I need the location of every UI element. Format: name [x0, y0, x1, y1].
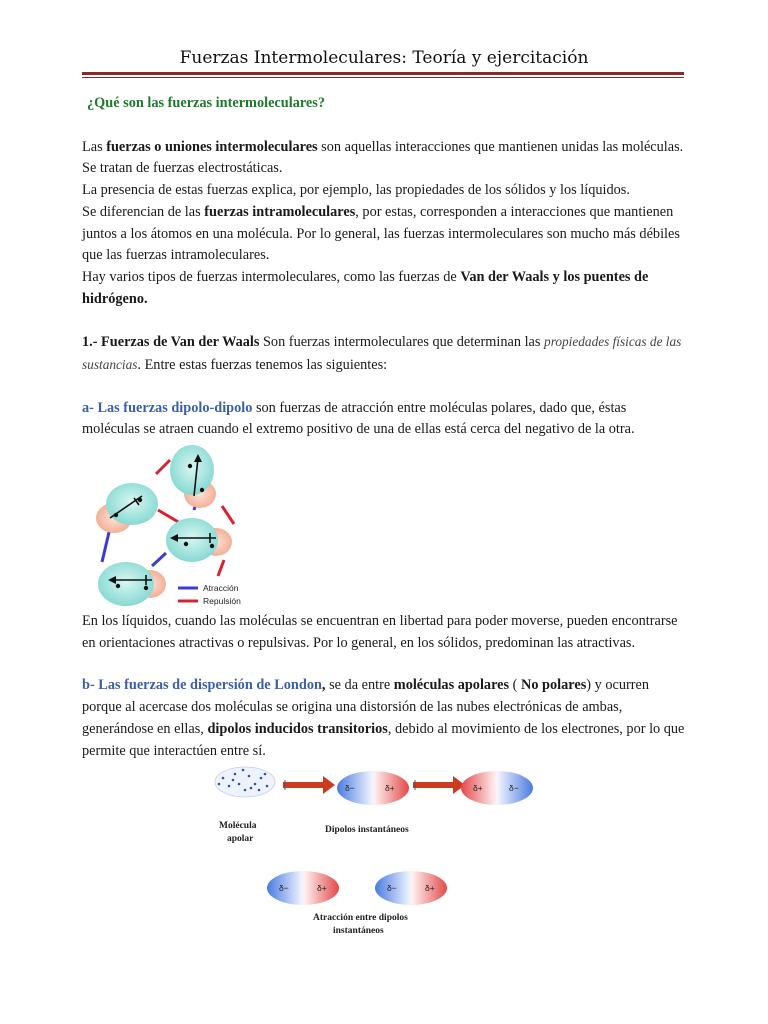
arrow-1: [283, 776, 335, 794]
legend-repulsion-label: Repulsión: [203, 596, 241, 606]
paragraph-liquids: En los líquidos, cuando las moléculas se encuentran en libertad para poder moverse, pueden encontrarse en orientaciones atractivas o repulsivas. Por lo general, en los sólidos, predominan las atractivas.: [82, 613, 678, 651]
paragraph-london: b- Las fuerzas de dispersión de London, se da entre moléculas apolares ( No polares) y ocurren porque al acercase dos moléculas se origina una distorsión de las nubes electrónicas de ambas, generándose en ellas, dipolos inducidos transitorios, debido al movimiento de los electrones, por lo que permite que interactúen entre sí.: [82, 677, 685, 759]
instantaneous-dipole-1: [337, 771, 409, 805]
molecule-3: [166, 518, 232, 562]
paragraph-van-der-waals: 1.- Fuerzas de Van der Waals Son fuerzas intermoleculares que determinan las propiedades físicas de las sustancias. Entre estas fuerzas tenemos las siguientes:: [82, 334, 682, 374]
section-heading-van-der-waals: 1.- Fuerzas de Van der Waals: [82, 334, 260, 351]
section-heading-intermolecular: ¿Qué son las fuerzas intermoleculares?: [87, 95, 325, 111]
molecule-1: [96, 483, 158, 533]
paragraph-difference: Se diferencian de las fuerzas intramoleculares, por estas, corresponden a interacciones que mantienen juntos a los átomos en una molécula. Por lo general, las fuerzas intermoleculares son mucho más débiles que las fuerzas intramoleculares.: [82, 203, 680, 264]
svg-text:δ−: δ−: [345, 783, 355, 793]
figure-legend: [178, 583, 241, 606]
legend-attraction-label: Atracción: [203, 583, 239, 593]
svg-text:δ+: δ+: [385, 783, 395, 793]
paragraph-dipolo-dipolo: a- Las fuerzas dipolo-dipolo son fuerzas de atracción entre moléculas polares, dado que, éstas moléculas se atraen cuando el extremo positivo de una de ellas está cerca del negativo de la otra.: [82, 399, 635, 438]
label-apolar: apolar: [227, 834, 254, 844]
header-rule-thin: [82, 77, 684, 78]
instantaneous-dipole-2: [461, 771, 533, 805]
svg-text:δ+: δ+: [425, 883, 435, 893]
paragraph-presence: La presencia de estas fuerzas explica, por ejemplo, las propiedades de los sólidos y los líquidos.: [82, 182, 630, 199]
label-dipole-attraction-2: instantáneos: [333, 926, 384, 936]
label-apolar-molecule: Molécula: [219, 821, 257, 831]
attracting-dipole-1: [267, 871, 339, 905]
svg-text:δ−: δ−: [279, 883, 289, 893]
document-title: Fuerzas Intermoleculares: Teoría y ejercitación: [179, 48, 589, 68]
svg-text:δ+: δ+: [473, 783, 483, 793]
document-body-2: [82, 611, 686, 762]
arrow-2: [413, 776, 465, 794]
paragraph-types: Hay varios tipos de fuerzas intermoleculares, como las fuerzas de Van der Waals y los puentes de hidrógeno.: [82, 268, 649, 307]
svg-text:δ−: δ−: [509, 783, 519, 793]
label-instantaneous-dipoles: Dipolos instantáneos: [325, 825, 409, 835]
london-dispersion-figure: [205, 760, 545, 950]
label-dipole-attraction: Atracción entre dipolos: [313, 913, 408, 923]
section-heading-dipolo: a- Las fuerzas dipolo-dipolo: [82, 399, 253, 416]
document-body: [82, 92, 686, 441]
section-heading-london: b- Las fuerzas de dispersión de London: [82, 677, 322, 694]
dipole-dipole-figure: [88, 438, 288, 610]
paragraph-definition: Las fuerzas o uniones intermoleculares son aquellas interacciones que mantienen unidas las moléculas. Se tratan de fuerzas electrostáticas.: [82, 138, 684, 177]
svg-text:δ+: δ+: [317, 883, 327, 893]
attracting-dipole-2: [375, 871, 447, 905]
header-rule: [82, 72, 684, 75]
svg-text:δ−: δ−: [387, 883, 397, 893]
molecule-2: [170, 445, 216, 508]
apolar-molecule: [215, 767, 275, 797]
molecule-4: [98, 562, 166, 606]
